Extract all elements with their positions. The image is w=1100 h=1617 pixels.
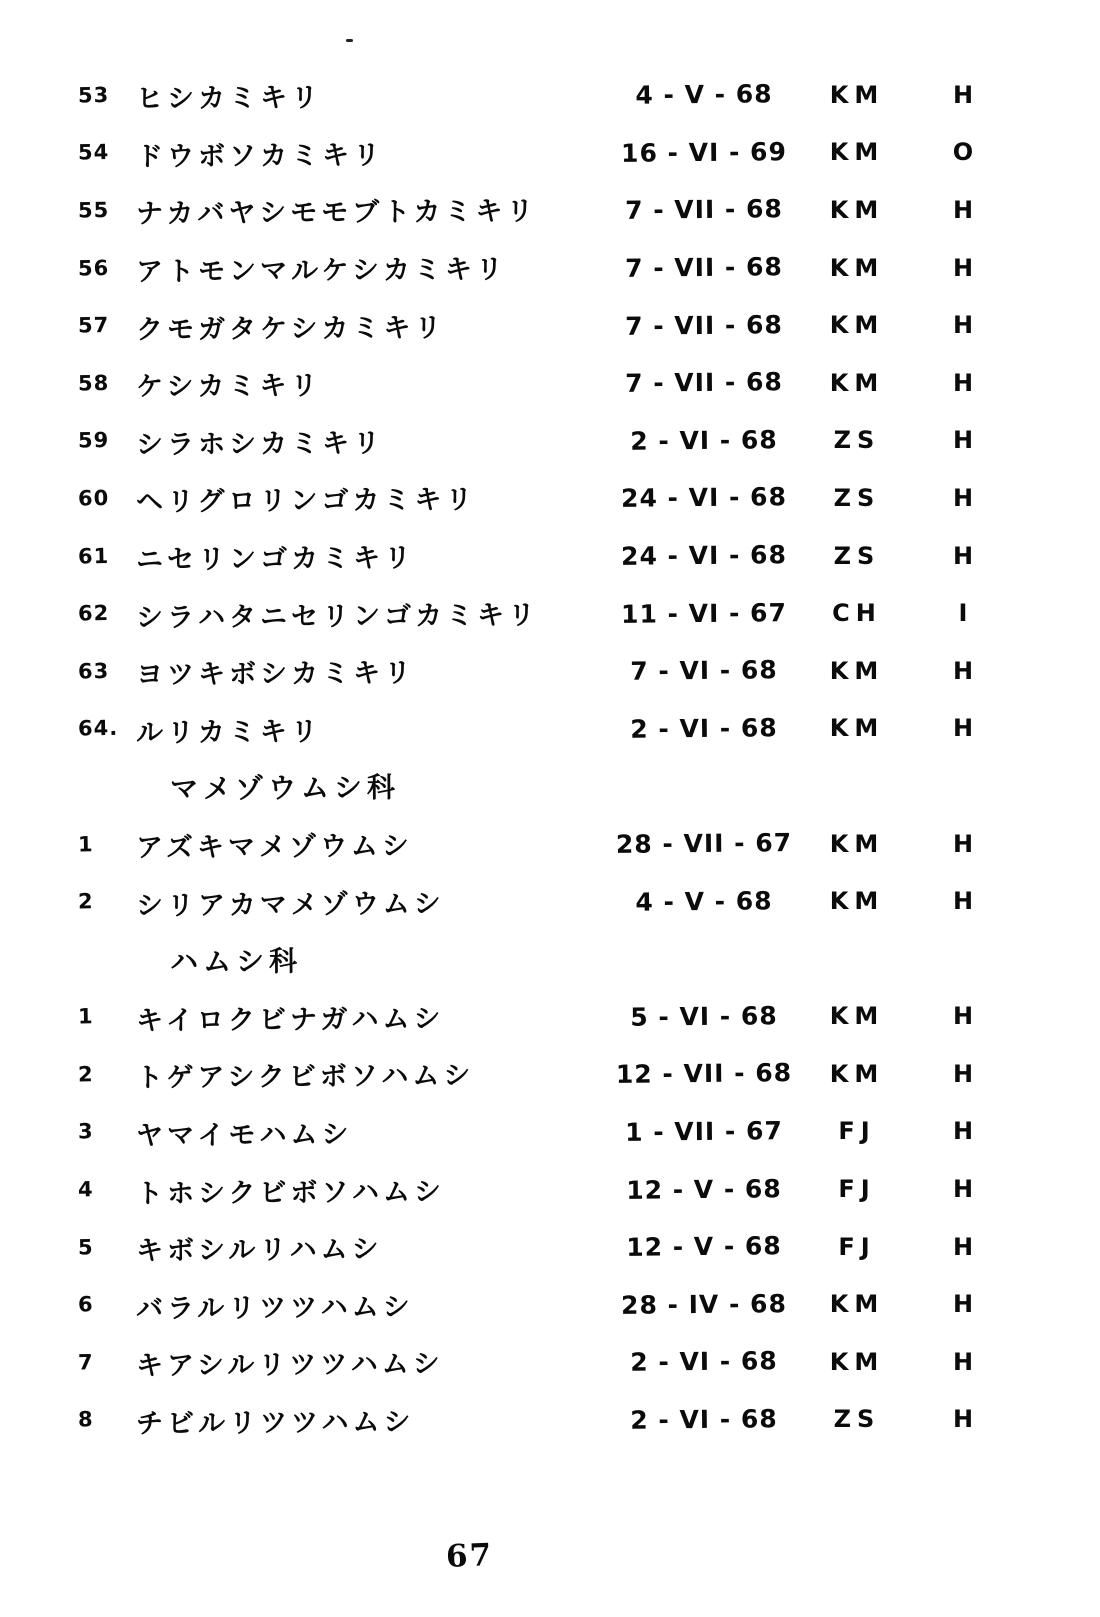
collector-initials: FJ (838, 1117, 876, 1146)
row-number: 3 (77, 1119, 94, 1144)
location-code: H (952, 1405, 974, 1434)
species-name: ドウボソカミキリ (135, 139, 385, 173)
collector-initials: CH (832, 599, 882, 628)
row-number: 58 (77, 370, 110, 396)
collection-date: 2 - VI - 68 (630, 1404, 778, 1435)
collection-date: 16 - VI - 69 (620, 137, 788, 168)
table-row (0, 584, 1100, 642)
table-row (0, 469, 1100, 527)
location-code: H (952, 253, 974, 282)
species-name: シリアカマメゾウムシ (135, 888, 445, 922)
collection-date: 11 - VI - 67 (620, 597, 788, 629)
table-row (0, 181, 1100, 239)
species-name: キボシルリハムシ (135, 1234, 383, 1267)
species-name: シラハタニセリンゴカミキリ (135, 599, 540, 634)
species-name: シラホシカミキリ (135, 427, 385, 461)
location-code: H (952, 311, 974, 340)
collector-initials: KM (829, 311, 885, 340)
row-number: 4 (77, 1177, 94, 1202)
location-code: H (952, 829, 974, 858)
table-row (0, 1103, 1100, 1161)
species-name: ニセリンゴカミキリ (135, 542, 416, 576)
row-number: 56 (77, 255, 110, 281)
row-number: 8 (77, 1407, 94, 1432)
collection-date: 2 - VI - 68 (630, 713, 778, 744)
family-name: ハムシ科 (169, 944, 303, 979)
species-name: アズキマメゾウムシ (135, 830, 413, 864)
collection-date: 28 - VII - 67 (615, 828, 793, 859)
collector-initials: KM (829, 714, 885, 743)
collection-date: 7 - VI - 68 (630, 655, 778, 687)
table-row (0, 1391, 1100, 1449)
family-header-row (0, 757, 1100, 815)
row-number-empty (78, 785, 136, 786)
page-number: 67 (445, 1537, 494, 1575)
collection-date: 7 - VII - 68 (624, 309, 783, 341)
collector-initials: ZS (833, 483, 881, 512)
table-row (0, 1275, 1100, 1333)
row-number: 6 (77, 1292, 94, 1317)
table-row (0, 296, 1100, 354)
table-row (0, 124, 1100, 182)
table-row (0, 642, 1100, 700)
species-name: トホシクビボソハムシ (135, 1176, 446, 1210)
species-name: キアシルリツツハムシ (135, 1348, 444, 1383)
row-number: 2 (77, 1062, 94, 1087)
row-number: 55 (77, 197, 110, 223)
location-code: O (952, 138, 974, 167)
collector-initials: KM (829, 195, 885, 224)
row-number: 5 (77, 1234, 94, 1260)
collector-initials: ZS (833, 541, 881, 570)
location-code: H (952, 714, 974, 743)
collector-initials: KM (829, 1002, 885, 1031)
scan-artifact-dot (346, 39, 353, 42)
location-code: H (952, 80, 974, 109)
family-name: マメゾウムシ科 (169, 770, 401, 806)
location-code: H (952, 426, 974, 455)
collector-initials: KM (829, 887, 885, 916)
collection-date: 1 - VII - 67 (624, 1116, 783, 1147)
collection-date-empty (614, 958, 794, 960)
collection-date: 4 - V - 68 (635, 885, 773, 917)
table-row (0, 239, 1100, 297)
row-number: 2 (77, 889, 94, 914)
collector-initials: KM (829, 1059, 885, 1088)
location-code: H (952, 1347, 974, 1376)
collection-date: 12 - V - 68 (626, 1173, 782, 1205)
collection-date: 2 - VI - 68 (630, 425, 778, 456)
location-code: H (952, 483, 974, 512)
location-code: H (952, 368, 974, 397)
row-number-empty (78, 958, 136, 959)
row-number: 1 (77, 1004, 94, 1029)
collection-date: 28 - IV - 68 (620, 1288, 788, 1320)
row-number: 64. (77, 716, 119, 741)
table-row (0, 66, 1100, 124)
species-name: トゲアシクビボソハムシ (135, 1060, 475, 1095)
collector-initials: ZS (833, 426, 881, 455)
species-name: ヨツキボシカミキリ (135, 657, 416, 691)
table-row (0, 412, 1100, 470)
collection-date: 24 - VI - 68 (620, 540, 788, 571)
location-code: H (952, 1117, 974, 1146)
species-name: アトモンマルケシカミキリ (135, 254, 508, 288)
table-row (0, 1045, 1100, 1103)
table-row (0, 527, 1100, 585)
collection-date: 4 - V - 68 (635, 79, 773, 111)
collection-date-empty (614, 785, 794, 787)
collector-initials: KM (829, 1347, 885, 1376)
row-number: 54 (77, 140, 110, 165)
species-name: バラルリツツハムシ (135, 1291, 414, 1325)
row-number: 53 (77, 82, 110, 108)
location-code: H (952, 1059, 974, 1088)
table-row (0, 354, 1100, 412)
collection-date: 24 - VI - 68 (620, 482, 788, 514)
species-name: ナカバヤシモモブトカミキリ (135, 196, 538, 231)
species-name: ヘリグロリンゴカミキリ (135, 484, 477, 519)
row-number: 7 (77, 1350, 94, 1375)
collector-initials: KM (829, 829, 885, 858)
collection-date: 2 - VI - 68 (630, 1346, 778, 1378)
collection-date: 7 - VII - 68 (624, 252, 783, 283)
location-code: H (952, 1290, 974, 1319)
collection-date: 12 - VII - 68 (615, 1058, 793, 1090)
location-code: H (952, 195, 974, 224)
collection-date: 12 - V - 68 (626, 1231, 782, 1262)
row-number: 62 (77, 601, 110, 626)
species-name: クモガタケシカミキリ (135, 312, 446, 346)
location-code: H (952, 1232, 974, 1261)
table-row (0, 815, 1100, 873)
row-number: 61 (77, 543, 110, 569)
collector-initials: KM (829, 1290, 885, 1319)
location-code: I (958, 599, 968, 628)
location-code: H (952, 656, 974, 685)
collector-initials: FJ (838, 1175, 876, 1204)
species-name: キイロクビナガハムシ (135, 1003, 445, 1037)
collection-date: 5 - VI - 68 (630, 1001, 778, 1032)
row-number: 59 (77, 428, 110, 453)
specimen-list (0, 66, 1100, 1448)
location-code: H (952, 1175, 974, 1204)
table-row (0, 988, 1100, 1046)
collector-initials: KM (829, 253, 885, 282)
table-row (0, 1160, 1100, 1218)
location-code: H (952, 1002, 974, 1031)
species-name: チビルリツツハムシ (135, 1406, 415, 1440)
row-number: 60 (77, 485, 110, 511)
collector-initials: KM (829, 80, 885, 109)
collector-initials: KM (829, 656, 885, 685)
table-row (0, 700, 1100, 758)
row-number: 63 (77, 658, 110, 684)
row-number: 57 (77, 313, 110, 338)
species-name: ケシカミキリ (135, 370, 322, 403)
family-header-row (0, 930, 1100, 988)
table-row (0, 1218, 1100, 1276)
location-code: H (952, 887, 974, 916)
species-name: ヤマイモハムシ (135, 1119, 353, 1152)
row-number: 1 (77, 831, 94, 857)
species-name: ヒシカミキリ (135, 82, 323, 115)
collector-initials: ZS (833, 1405, 881, 1434)
collector-initials: KM (829, 368, 885, 397)
table-row (0, 1333, 1100, 1391)
location-code: H (952, 541, 974, 570)
species-name: ルリカミキリ (135, 716, 322, 749)
collection-date: 7 - VII - 68 (624, 367, 783, 399)
table-row (0, 872, 1100, 930)
collector-initials: FJ (838, 1232, 876, 1261)
collection-date: 7 - VII - 68 (624, 194, 783, 226)
collector-initials: KM (829, 138, 885, 167)
